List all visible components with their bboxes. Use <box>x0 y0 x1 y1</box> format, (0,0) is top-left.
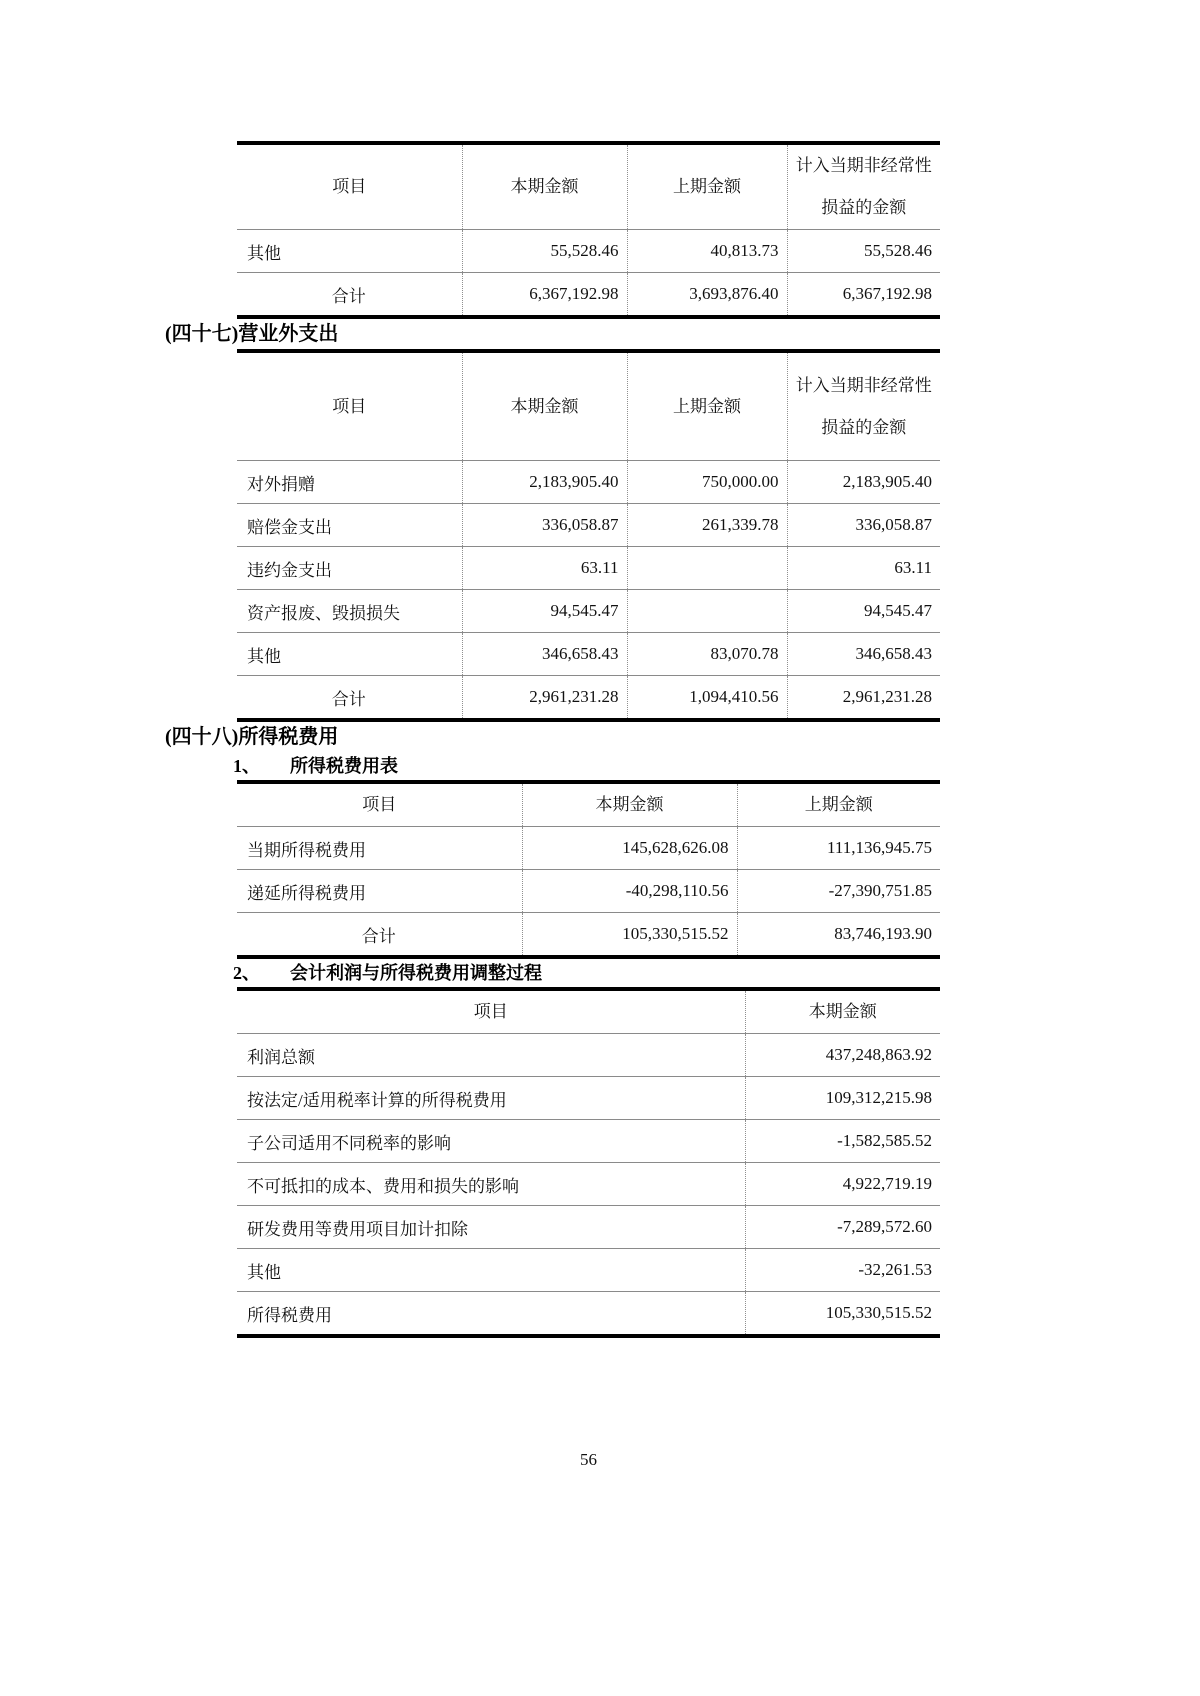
page-number: 56 <box>580 1450 597 1469</box>
table-row <box>237 1206 940 1249</box>
column-header: 项目 <box>237 989 745 1034</box>
header-row <box>237 989 940 1034</box>
value-cell: 750,000.00 <box>627 461 787 504</box>
item-cell: 合计 <box>331 689 366 709</box>
column-header: 上期金额 <box>627 351 787 461</box>
section-heading-income-tax-expense: (四十八)所得税费用 <box>165 726 339 748</box>
item-cell: 子公司适用不同税率的影响 <box>237 1120 745 1163</box>
column-header: 本期金额 <box>462 143 627 230</box>
table-profit-tax-adjustment <box>237 987 940 1338</box>
subheading-number: 1、 <box>233 756 260 776</box>
value-cell: 105,330,515.52 <box>745 1292 940 1337</box>
item-cell: 不可抵扣的成本、费用和损失的影响 <box>237 1163 745 1206</box>
value-cell: 94,545.47 <box>787 590 940 633</box>
item-cell: 赔偿金支出 <box>237 504 462 547</box>
value-cell: 437,248,863.92 <box>745 1034 940 1077</box>
value-cell: 55,528.46 <box>787 230 940 273</box>
table-row <box>237 590 940 633</box>
value-cell: 83,070.78 <box>627 633 787 676</box>
table-row <box>237 230 940 273</box>
item-cell: 其他 <box>237 230 462 273</box>
table-income-tax-expense <box>237 780 940 959</box>
value-cell: -7,289,572.60 <box>745 1206 940 1249</box>
table-row <box>237 504 940 547</box>
column-header: 上期金额 <box>737 782 940 827</box>
column-header: 项目 <box>237 143 462 230</box>
value-cell: 261,339.78 <box>627 504 787 547</box>
table-row <box>237 633 940 676</box>
table-row <box>237 1077 940 1120</box>
item-cell: 利润总额 <box>237 1034 745 1077</box>
table-nonoperating-expenses <box>237 349 940 722</box>
value-cell: 2,961,231.28 <box>787 676 940 721</box>
total-row <box>237 913 940 958</box>
table-row <box>237 547 940 590</box>
value-cell: -1,582,585.52 <box>745 1120 940 1163</box>
value-cell: 105,330,515.52 <box>522 913 737 958</box>
value-cell: 83,746,193.90 <box>737 913 940 958</box>
section-heading-nonoperating-expenses: (四十七)营业外支出 <box>165 323 339 345</box>
value-cell: 63.11 <box>462 547 627 590</box>
item-cell: 其他 <box>237 633 462 676</box>
item-cell: 按法定/适用税率计算的所得税费用 <box>237 1077 745 1120</box>
table-row <box>237 461 940 504</box>
item-cell: 研发费用等费用项目加计扣除 <box>237 1206 745 1249</box>
total-row <box>237 676 940 721</box>
value-cell: 55,528.46 <box>462 230 627 273</box>
item-cell: 其他 <box>237 1249 745 1292</box>
value-cell: 94,545.47 <box>462 590 627 633</box>
column-header: 项目 <box>237 782 522 827</box>
value-cell: 2,183,905.40 <box>787 461 940 504</box>
header-row <box>237 351 940 461</box>
value-cell: 145,628,626.08 <box>522 827 737 870</box>
column-header: 计入当期非经常性损益的金额 <box>787 143 940 230</box>
header-row <box>237 782 940 827</box>
table-row <box>237 1120 940 1163</box>
value-cell: 40,813.73 <box>627 230 787 273</box>
item-cell: 对外捐赠 <box>237 461 462 504</box>
subheading-title: 会计利润与所得税费用调整过程 <box>290 963 542 983</box>
table-row <box>237 870 940 913</box>
value-cell: -32,261.53 <box>745 1249 940 1292</box>
value-cell: 3,693,876.40 <box>627 273 787 318</box>
value-cell: 2,961,231.28 <box>462 676 627 721</box>
item-cell: 当期所得税费用 <box>237 827 522 870</box>
table-row <box>237 1249 940 1292</box>
value-cell: -27,390,751.85 <box>737 870 940 913</box>
column-header: 上期金额 <box>627 143 787 230</box>
value-cell: 6,367,192.98 <box>462 273 627 318</box>
value-cell: 63.11 <box>787 547 940 590</box>
item-cell: 合计 <box>361 926 396 946</box>
value-cell <box>627 547 787 590</box>
value-cell <box>627 590 787 633</box>
subheading-number: 2、 <box>233 963 260 983</box>
value-cell: 6,367,192.98 <box>787 273 940 318</box>
item-cell: 违约金支出 <box>237 547 462 590</box>
subheading-title: 所得税费用表 <box>290 756 398 776</box>
value-cell: 336,058.87 <box>787 504 940 547</box>
value-cell: 336,058.87 <box>462 504 627 547</box>
item-cell: 合计 <box>331 286 366 306</box>
column-header: 本期金额 <box>462 351 627 461</box>
value-cell: 1,094,410.56 <box>627 676 787 721</box>
table-row <box>237 827 940 870</box>
value-cell: 346,658.43 <box>787 633 940 676</box>
value-cell: 346,658.43 <box>462 633 627 676</box>
table-nonrecurring-continued <box>237 141 940 319</box>
column-header: 本期金额 <box>522 782 737 827</box>
value-cell: 111,136,945.75 <box>737 827 940 870</box>
item-cell: 资产报废、毁损损失 <box>237 590 462 633</box>
table-row <box>237 1163 940 1206</box>
value-cell: 2,183,905.40 <box>462 461 627 504</box>
column-header: 项目 <box>237 351 462 461</box>
item-cell: 递延所得税费用 <box>237 870 522 913</box>
subheading-income-tax-table <box>233 752 975 780</box>
header-row <box>237 143 940 230</box>
column-header: 本期金额 <box>745 989 940 1034</box>
page-content <box>0 141 975 1472</box>
value-cell: -40,298,110.56 <box>522 870 737 913</box>
total-row <box>237 273 940 318</box>
column-header: 计入当期非经常性损益的金额 <box>787 351 940 461</box>
item-cell: 所得税费用 <box>247 1305 332 1325</box>
value-cell: 4,922,719.19 <box>745 1163 940 1206</box>
table-row <box>237 1034 940 1077</box>
table-row <box>237 1292 940 1337</box>
subheading-tax-adjustment <box>233 959 975 987</box>
value-cell: 109,312,215.98 <box>745 1077 940 1120</box>
